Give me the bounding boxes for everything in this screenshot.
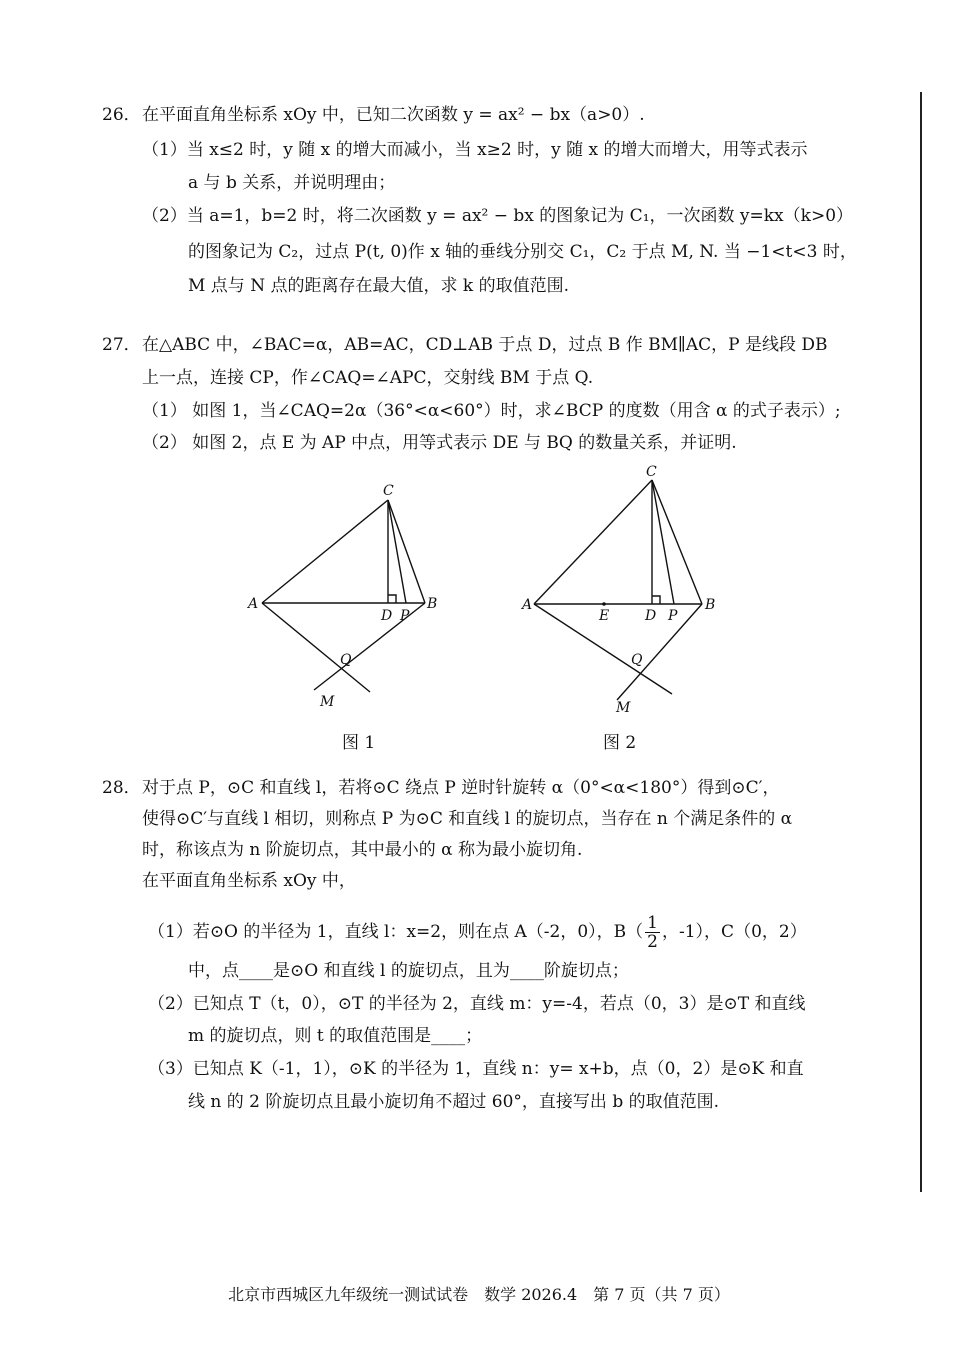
fraction-denominator: 2	[647, 932, 658, 952]
label-C: C	[646, 464, 657, 480]
part-1-line-2: 中，点____是⊙O 和直线 l 的旋切点，且为____阶旋切点；	[188, 961, 629, 981]
segment-CB	[388, 500, 425, 603]
part-1-line-2: a 与 b 关系，并说明理由；	[188, 173, 396, 193]
question-stem-line-2: 使得⊙C′与直线 l 相切，则称点 P 为⊙C 和直线 l 的旋切点，当存在 n 个满足条件的 α	[142, 809, 793, 829]
fraction-one-half	[645, 914, 660, 951]
label-A: A	[522, 597, 533, 613]
right-angle-mark	[652, 596, 660, 604]
question-stem: 在平面直角坐标系 xOy 中，已知二次函数 y = ax² − bx（a>0）.	[142, 105, 645, 125]
question-number: 28．	[102, 778, 141, 798]
label-M: M	[320, 694, 335, 710]
label-P: P	[400, 608, 410, 624]
label-D: D	[381, 608, 393, 624]
part-1-line-1: （1）当 x≤2 时，y 随 x 的增大而减小，当 x≥2 时，y 随 x 的增大而增大，用等式表示	[142, 140, 808, 160]
part-1-text-b: ，-1），C（0，2）	[662, 922, 807, 942]
label-B: B	[705, 597, 716, 613]
figure-1-caption: 图 1	[342, 733, 376, 753]
question-stem-line-4: 在平面直角坐标系 xOy 中，	[142, 871, 356, 891]
question-stem-line-2: 上一点，连接 CP，作∠CAQ=∠APC，交射线 BM 于点 Q.	[142, 368, 594, 388]
part-3-line-2: 线 n 的 2 阶旋切点且最小旋切角不超过 60°，直接写出 b 的取值范围.	[188, 1092, 720, 1112]
margin-rule	[920, 92, 922, 1192]
part-2-line-1: （2）已知点 T（t，0），⊙T 的半径为 2，直线 m：y=-4，若点（0，3）是⊙T 和直线	[148, 994, 806, 1014]
segment-AC	[262, 500, 388, 603]
label-Q: Q	[340, 652, 352, 668]
question-stem-line-1: 对于点 P，⊙C 和直线 l，若将⊙C 绕点 P 逆时针旋转 α（0°<α<180°）得到⊙C′，	[142, 778, 780, 798]
segment-AC	[534, 480, 652, 604]
label-A: A	[248, 596, 259, 612]
label-E: E	[599, 608, 610, 624]
segment-CP	[388, 500, 406, 603]
part-2-line-2: 的图象记为 C₂，过点 P(t, 0)作 x 轴的垂线分别交 C₁，C₂ 于点 M, N. 当 −1<t<3 时，	[188, 242, 857, 262]
part-2-line-2: m 的旋切点，则 t 的取值范围是____；	[188, 1026, 483, 1046]
right-angle-mark	[388, 595, 396, 603]
figure-2-diagram	[512, 462, 732, 720]
figure-2-caption: 图 2	[603, 733, 637, 753]
part-1-line-1	[148, 912, 807, 952]
segment-CP	[652, 480, 674, 604]
question-number: 27．	[102, 335, 141, 355]
part-3-line-1: （3）已知点 K（-1，1），⊙K 的半径为 1，直线 n：y= x+b，点（0，2）是⊙K 和直	[148, 1059, 804, 1079]
part-2: （2） 如图 2，点 E 为 AP 中点，用等式表示 DE 与 BQ 的数量关系，并证明.	[142, 433, 737, 453]
part-1-text-a: （1）若⊙O 的半径为 1，直线 l：x=2，则在点 A（-2，0），B（	[148, 922, 644, 942]
label-D: D	[645, 608, 657, 624]
segment-CB	[652, 480, 702, 604]
page-footer: 北京市西城区九年级统一测试试卷 数学 2026.4 第 7 页（共 7 页）	[228, 1285, 730, 1304]
part-1: （1） 如图 1，当∠CAQ=2α（36°<α<60°）时，求∠BCP 的度数（用含 α 的式子表示）;	[142, 401, 841, 421]
label-B: B	[427, 596, 438, 612]
part-2-line-1: （2）当 a=1，b=2 时，将二次函数 y = ax² − bx 的图象记为 C₁，一次函数 y=kx（k>0）	[142, 206, 854, 226]
question-stem-line-3: 时，称该点为 n 阶旋切点，其中最小的 α 称为最小旋切角.	[142, 840, 583, 860]
line-AQ	[262, 603, 370, 692]
label-M: M	[616, 700, 631, 716]
figure-1-diagram	[240, 470, 460, 720]
label-C: C	[383, 483, 394, 499]
question-number: 26．	[102, 105, 141, 125]
point-E	[602, 602, 606, 606]
part-2-line-3: M 点与 N 点的距离存在最大值，求 k 的取值范围.	[188, 276, 570, 296]
label-Q: Q	[631, 652, 643, 668]
label-P: P	[668, 608, 678, 624]
question-stem-line-1: 在△ABC 中，∠BAC=α，AB=AC，CD⊥AB 于点 D，过点 B 作 BM∥AC，P 是线段 DB	[142, 335, 828, 355]
fraction-numerator: 1	[647, 913, 658, 933]
